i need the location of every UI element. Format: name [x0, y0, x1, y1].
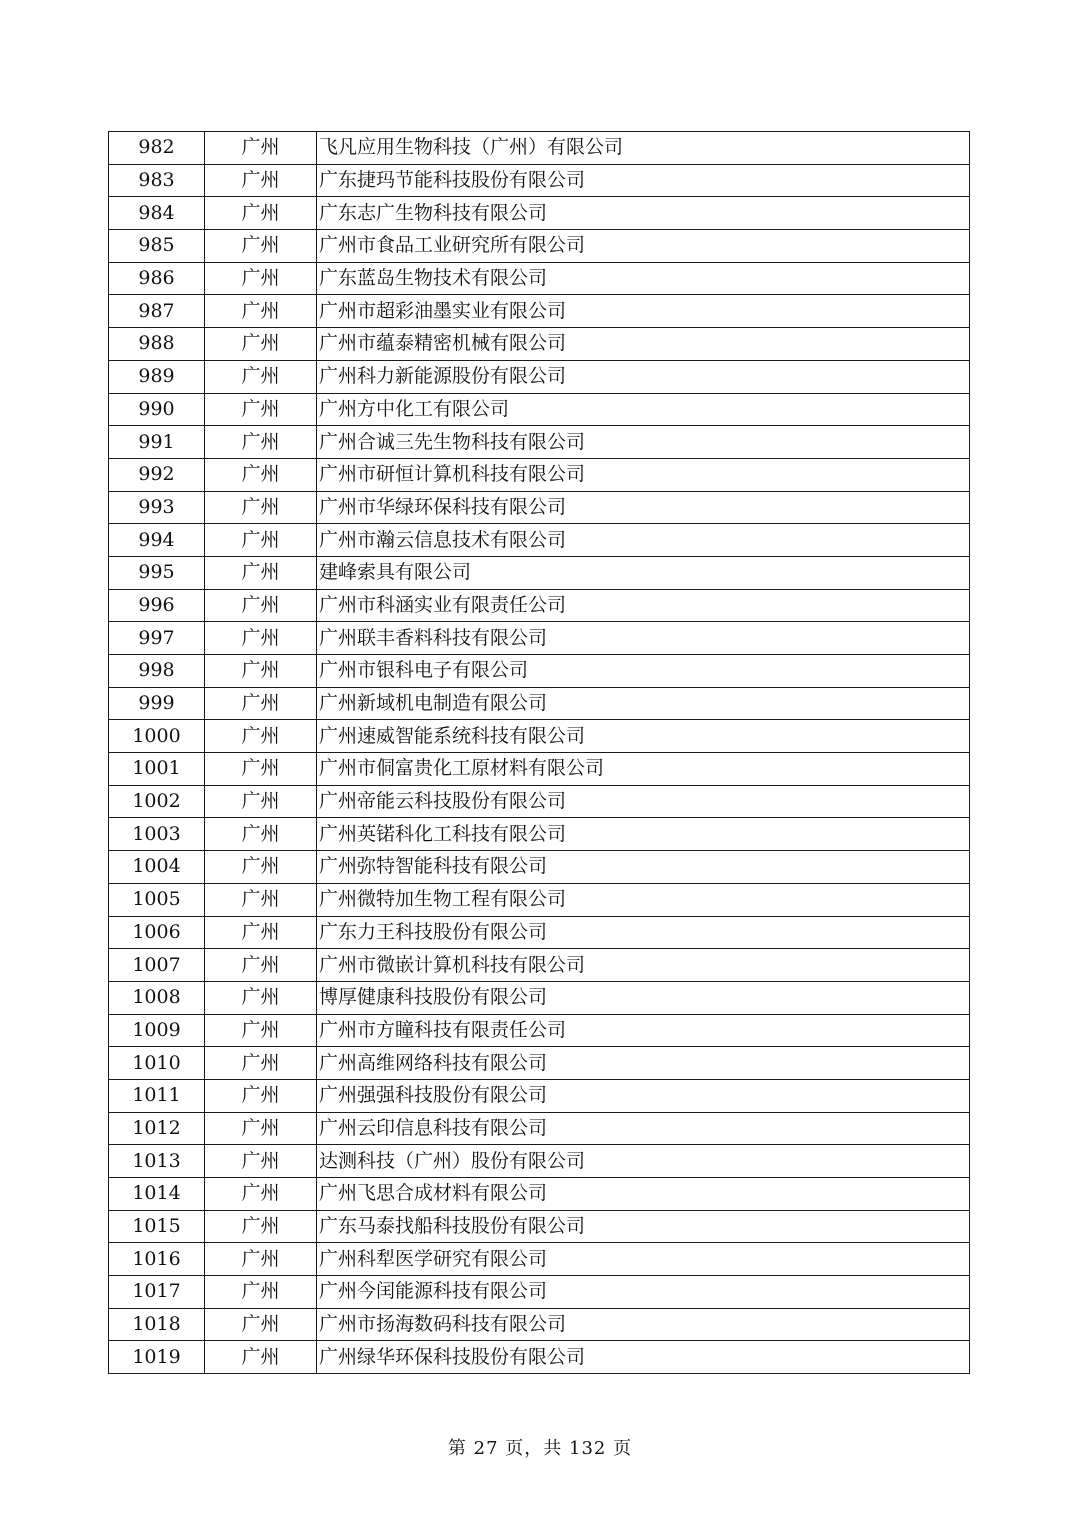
- row-number-cell: 1002: [109, 785, 205, 818]
- city-cell: 广州: [205, 262, 317, 295]
- row-number-cell: 1003: [109, 818, 205, 851]
- table-row: [109, 197, 970, 230]
- company-name-cell: 广州市科涵实业有限责任公司: [317, 589, 970, 622]
- company-name-cell: 广州新域机电制造有限公司: [317, 687, 970, 720]
- company-name-cell: 广州市蕴泰精密机械有限公司: [317, 328, 970, 361]
- city-cell: 广州: [205, 720, 317, 753]
- company-name-cell: 博厚健康科技股份有限公司: [317, 981, 970, 1014]
- table-row: [109, 1112, 970, 1145]
- row-number-cell: 1007: [109, 949, 205, 982]
- row-number-cell: 1004: [109, 851, 205, 884]
- table-row: [109, 851, 970, 884]
- table-row: [109, 687, 970, 720]
- city-cell: 广州: [205, 785, 317, 818]
- table-row: [109, 622, 970, 655]
- table-row: [109, 458, 970, 491]
- row-number-cell: 1018: [109, 1308, 205, 1341]
- row-number-cell: 983: [109, 164, 205, 197]
- row-number-cell: 991: [109, 426, 205, 459]
- company-name-cell: 广州联丰香料科技有限公司: [317, 622, 970, 655]
- city-cell: 广州: [205, 1341, 317, 1374]
- table-row: [109, 655, 970, 688]
- city-cell: 广州: [205, 687, 317, 720]
- row-number-cell: 986: [109, 262, 205, 295]
- table-row: [109, 328, 970, 361]
- company-name-cell: 建峰索具有限公司: [317, 556, 970, 589]
- company-name-cell: 广东志广生物科技有限公司: [317, 197, 970, 230]
- city-cell: 广州: [205, 655, 317, 688]
- row-number-cell: 984: [109, 197, 205, 230]
- row-number-cell: 987: [109, 295, 205, 328]
- company-name-cell: 广州英锘科化工科技有限公司: [317, 818, 970, 851]
- company-name-cell: 广东蓝岛生物技术有限公司: [317, 262, 970, 295]
- city-cell: 广州: [205, 393, 317, 426]
- table-row: [109, 1308, 970, 1341]
- company-name-cell: 广州市侗富贵化工原材料有限公司: [317, 753, 970, 786]
- row-number-cell: 988: [109, 328, 205, 361]
- company-name-cell: 广州今闰能源科技有限公司: [317, 1276, 970, 1309]
- company-name-cell: 广州速威智能系统科技有限公司: [317, 720, 970, 753]
- table-row: [109, 556, 970, 589]
- row-number-cell: 1005: [109, 883, 205, 916]
- city-cell: 广州: [205, 360, 317, 393]
- row-number-cell: 1008: [109, 981, 205, 1014]
- city-cell: 广州: [205, 883, 317, 916]
- table-row: [109, 720, 970, 753]
- table-row: [109, 1341, 970, 1374]
- row-number-cell: 1009: [109, 1014, 205, 1047]
- row-number-cell: 993: [109, 491, 205, 524]
- company-name-cell: 广东捷玛节能科技股份有限公司: [317, 164, 970, 197]
- table-body: [109, 132, 970, 1374]
- table-row: [109, 1047, 970, 1080]
- table-row: [109, 589, 970, 622]
- city-cell: 广州: [205, 230, 317, 263]
- table-row: [109, 1079, 970, 1112]
- city-cell: 广州: [205, 132, 317, 165]
- city-cell: 广州: [205, 426, 317, 459]
- row-number-cell: 990: [109, 393, 205, 426]
- table-row: [109, 1145, 970, 1178]
- row-number-cell: 1014: [109, 1178, 205, 1211]
- row-number-cell: 1013: [109, 1145, 205, 1178]
- row-number-cell: 1010: [109, 1047, 205, 1080]
- table-row: [109, 262, 970, 295]
- city-cell: 广州: [205, 524, 317, 557]
- row-number-cell: 996: [109, 589, 205, 622]
- table-row: [109, 981, 970, 1014]
- row-number-cell: 995: [109, 556, 205, 589]
- company-name-cell: 广州微特加生物工程有限公司: [317, 883, 970, 916]
- city-cell: 广州: [205, 589, 317, 622]
- company-name-cell: 广州强强科技股份有限公司: [317, 1079, 970, 1112]
- company-name-cell: 广州市方瞳科技有限责任公司: [317, 1014, 970, 1047]
- city-cell: 广州: [205, 328, 317, 361]
- row-number-cell: 994: [109, 524, 205, 557]
- company-name-cell: 广东力王科技股份有限公司: [317, 916, 970, 949]
- row-number-cell: 1001: [109, 753, 205, 786]
- company-name-cell: 广东马泰找船科技股份有限公司: [317, 1210, 970, 1243]
- company-name-cell: 广州高维网络科技有限公司: [317, 1047, 970, 1080]
- table-row: [109, 132, 970, 165]
- city-cell: 广州: [205, 164, 317, 197]
- company-name-cell: 广州市华绿环保科技有限公司: [317, 491, 970, 524]
- row-number-cell: 1016: [109, 1243, 205, 1276]
- company-name-cell: 广州市瀚云信息技术有限公司: [317, 524, 970, 557]
- company-name-cell: 广州弥特智能科技有限公司: [317, 851, 970, 884]
- row-number-cell: 992: [109, 458, 205, 491]
- table-row: [109, 785, 970, 818]
- table-row: [109, 1276, 970, 1309]
- row-number-cell: 985: [109, 230, 205, 263]
- city-cell: 广州: [205, 1014, 317, 1047]
- company-name-cell: 广州市食品工业研究所有限公司: [317, 230, 970, 263]
- city-cell: 广州: [205, 1112, 317, 1145]
- table-row: [109, 818, 970, 851]
- table-row: [109, 295, 970, 328]
- table-row: [109, 1178, 970, 1211]
- row-number-cell: 998: [109, 655, 205, 688]
- company-name-cell: 广州云印信息科技有限公司: [317, 1112, 970, 1145]
- city-cell: 广州: [205, 1210, 317, 1243]
- city-cell: 广州: [205, 753, 317, 786]
- city-cell: 广州: [205, 1047, 317, 1080]
- row-number-cell: 989: [109, 360, 205, 393]
- row-number-cell: 999: [109, 687, 205, 720]
- table-row: [109, 360, 970, 393]
- row-number-cell: 1000: [109, 720, 205, 753]
- company-name-cell: 广州科犁医学研究有限公司: [317, 1243, 970, 1276]
- table-row: [109, 230, 970, 263]
- city-cell: 广州: [205, 1308, 317, 1341]
- table-row: [109, 753, 970, 786]
- table-row: [109, 1210, 970, 1243]
- company-name-cell: 广州市超彩油墨实业有限公司: [317, 295, 970, 328]
- city-cell: 广州: [205, 1145, 317, 1178]
- company-name-cell: 广州合诚三先生物科技有限公司: [317, 426, 970, 459]
- row-number-cell: 982: [109, 132, 205, 165]
- row-number-cell: 997: [109, 622, 205, 655]
- city-cell: 广州: [205, 622, 317, 655]
- page-number-text: 第 27 页，共 132 页: [447, 1438, 633, 1459]
- table-row: [109, 491, 970, 524]
- city-cell: 广州: [205, 458, 317, 491]
- city-cell: 广州: [205, 1243, 317, 1276]
- company-name-cell: 广州市微嵌计算机科技有限公司: [317, 949, 970, 982]
- city-cell: 广州: [205, 916, 317, 949]
- table-row: [109, 524, 970, 557]
- row-number-cell: 1012: [109, 1112, 205, 1145]
- city-cell: 广州: [205, 556, 317, 589]
- table-row: [109, 1243, 970, 1276]
- row-number-cell: 1017: [109, 1276, 205, 1309]
- company-name-cell: 广州市银科电子有限公司: [317, 655, 970, 688]
- table-row: [109, 393, 970, 426]
- city-cell: 广州: [205, 1079, 317, 1112]
- company-name-cell: 广州市扬海数码科技有限公司: [317, 1308, 970, 1341]
- table-row: [109, 426, 970, 459]
- row-number-cell: 1006: [109, 916, 205, 949]
- row-number-cell: 1011: [109, 1079, 205, 1112]
- company-name-cell: 广州飞思合成材料有限公司: [317, 1178, 970, 1211]
- city-cell: 广州: [205, 491, 317, 524]
- page-footer: [0, 1437, 1080, 1461]
- company-name-cell: 达测科技（广州）股份有限公司: [317, 1145, 970, 1178]
- table-row: [109, 164, 970, 197]
- company-list-table: [108, 131, 970, 1374]
- company-name-cell: 广州科力新能源股份有限公司: [317, 360, 970, 393]
- table-row: [109, 916, 970, 949]
- company-name-cell: 广州绿华环保科技股份有限公司: [317, 1341, 970, 1374]
- row-number-cell: 1015: [109, 1210, 205, 1243]
- city-cell: 广州: [205, 1178, 317, 1211]
- row-number-cell: 1019: [109, 1341, 205, 1374]
- table-row: [109, 883, 970, 916]
- company-name-cell: 广州市研恒计算机科技有限公司: [317, 458, 970, 491]
- company-name-cell: 广州帝能云科技股份有限公司: [317, 785, 970, 818]
- city-cell: 广州: [205, 295, 317, 328]
- city-cell: 广州: [205, 851, 317, 884]
- table-row: [109, 949, 970, 982]
- city-cell: 广州: [205, 197, 317, 230]
- company-name-cell: 广州方中化工有限公司: [317, 393, 970, 426]
- company-name-cell: 飞凡应用生物科技（广州）有限公司: [317, 132, 970, 165]
- city-cell: 广州: [205, 1276, 317, 1309]
- table-row: [109, 1014, 970, 1047]
- city-cell: 广州: [205, 818, 317, 851]
- city-cell: 广州: [205, 981, 317, 1014]
- city-cell: 广州: [205, 949, 317, 982]
